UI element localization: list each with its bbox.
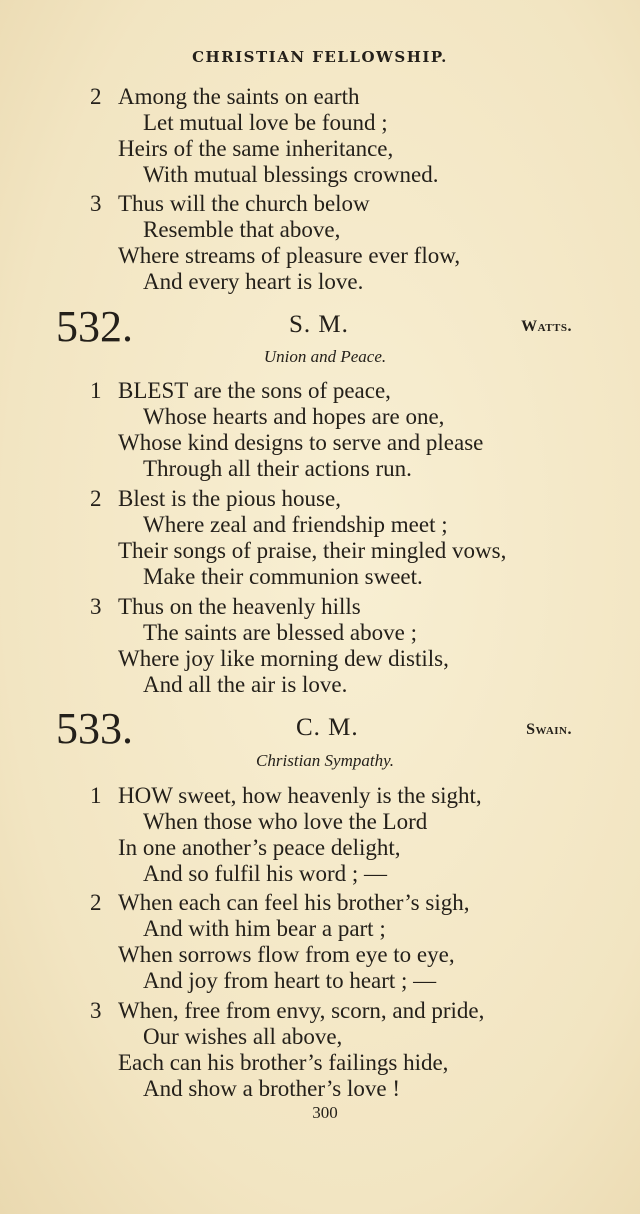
verse-number: 1 [90, 378, 102, 403]
hymn-meter: C. M. [296, 714, 359, 741]
verse-number: 3 [90, 191, 102, 216]
verse-line: BLEST are the sons of peace, [118, 378, 391, 403]
verse-line: Our wishes all above, [143, 1024, 343, 1049]
hymn-title: Union and Peace. [263, 347, 387, 366]
hymn-author: Watts. [521, 318, 572, 335]
hymn-title: Christian Sympathy. [256, 751, 394, 770]
verse-line: And every heart is love. [143, 269, 364, 294]
verse-number: 1 [90, 783, 102, 808]
verse-line: Where streams of pleasure ever flow, [118, 243, 461, 268]
verse-line: And show a brother’s love ! [143, 1076, 400, 1101]
verse-line: The saints are blessed above ; [143, 620, 417, 645]
verse-line: With mutual blessings crowned. [143, 162, 439, 187]
verse-line: Their songs of praise, their mingled vows, [118, 538, 507, 563]
verse-number: 2 [90, 486, 102, 511]
verse-line: Among the saints on earth [118, 84, 360, 109]
verse-line: Where zeal and friendship meet ; [143, 512, 448, 537]
verse-line: Whose kind designs to serve and please [118, 430, 484, 455]
verse-line: Let mutual love be found ; [143, 110, 388, 135]
verse-line: Make their communion sweet. [143, 564, 423, 589]
verse-number: 2 [90, 84, 102, 109]
hymn-number: 532. [56, 302, 133, 351]
verse-line: And all the air is love. [143, 672, 348, 697]
hymn-number: 533. [56, 704, 133, 753]
verse-line: And with him bear a part ; [143, 916, 386, 941]
page-number: 300 [312, 1103, 338, 1122]
verse-line: Blest is the pious house, [118, 486, 341, 511]
verse-line: And joy from heart to heart ; — [143, 968, 437, 993]
verse-line: When, free from envy, scorn, and pride, [118, 998, 485, 1023]
verse-line: When each can feel his brother’s sigh, [118, 890, 470, 915]
running-head: CHRISTIAN FELLOWSHIP. [192, 48, 448, 66]
verse-line: HOW sweet, how heavenly is the sight, [118, 783, 482, 808]
verse-line: In one another’s peace delight, [118, 835, 401, 860]
verse-line: Through all their actions run. [143, 456, 412, 481]
hymn-meter: S. M. [289, 311, 349, 338]
verse-line: Where joy like morning dew distils, [118, 646, 449, 671]
verse-line: Thus on the heavenly hills [118, 594, 361, 619]
verse-number: 3 [90, 594, 102, 619]
verse-line: Resemble that above, [143, 217, 341, 242]
verse-line: When sorrows flow from eye to eye, [118, 942, 455, 967]
verse-number: 2 [90, 890, 102, 915]
verse-number: 3 [90, 998, 102, 1023]
verse-line: Heirs of the same inheritance, [118, 136, 394, 161]
verse-line: Whose hearts and hopes are one, [143, 404, 445, 429]
verse-line: Thus will the church below [118, 191, 370, 216]
hymn-author: Swain. [526, 721, 572, 738]
verse-line: Each can his brother’s failings hide, [118, 1050, 449, 1075]
verse-line: And so fulfil his word ; — [143, 861, 388, 886]
verse-line: When those who love the Lord [143, 809, 428, 834]
